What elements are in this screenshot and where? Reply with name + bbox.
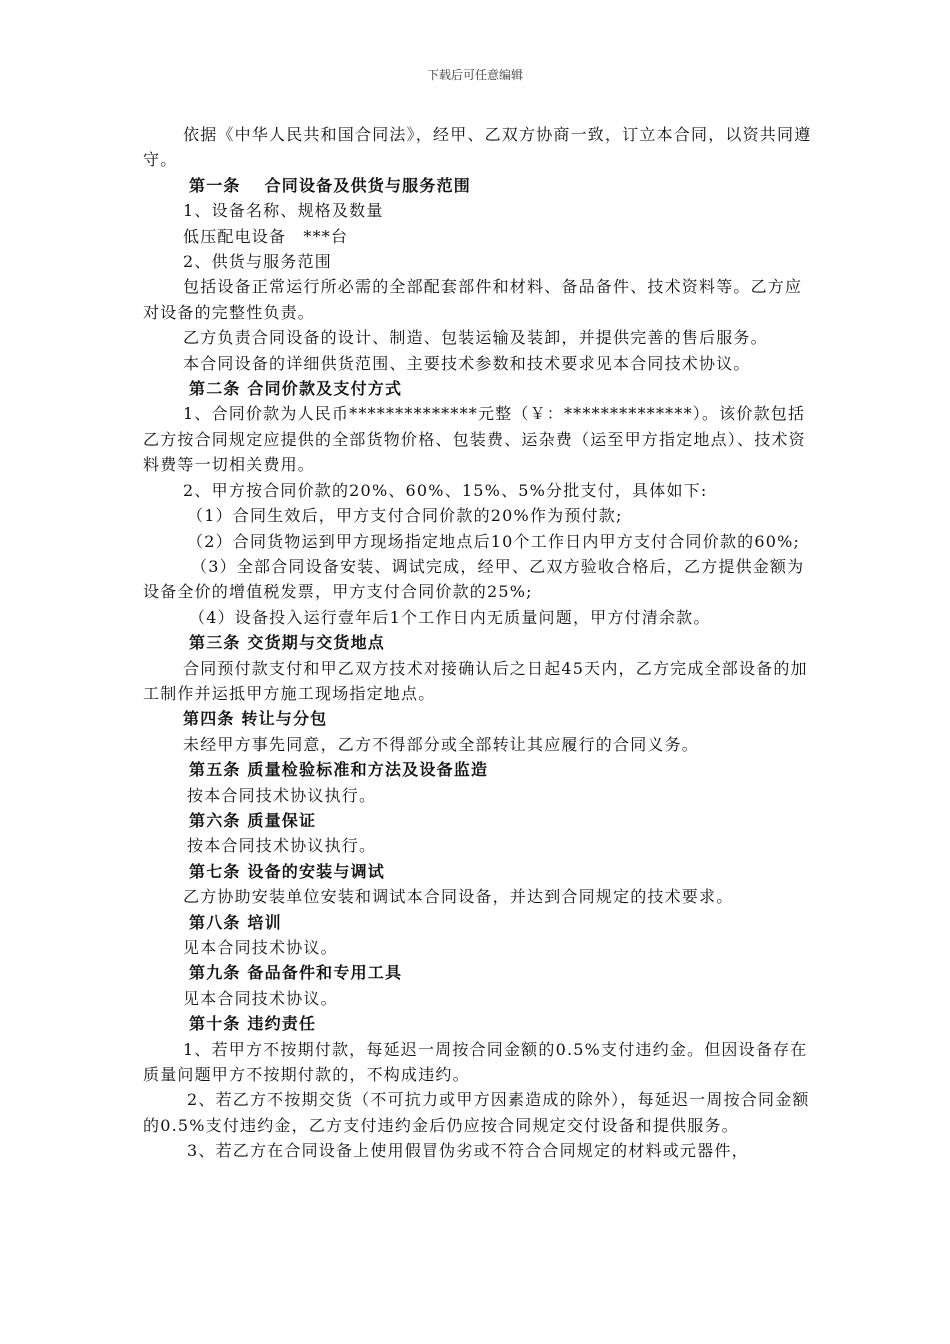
article-4-title: 第四条 转让与分包 — [183, 709, 328, 729]
article-1-title: 第一条 合同设备及供货与服务范围 — [189, 175, 471, 195]
article-10-title: 第十条 违约责任 — [189, 1014, 317, 1034]
article-7-text: 乙方协助安装单位安装和调试本合同设备，并达到合同规定的技术要求。 — [183, 887, 734, 907]
article-6-text: 按本合同技术协议执行。 — [187, 836, 377, 856]
article-2-installments: 2、甲方按合同价款的20%、60%、15%、5%分批支付，具体如下: — [183, 480, 708, 500]
article-5-title: 第五条 质量检验标准和方法及设备监造 — [189, 760, 489, 780]
article-6-title: 第六条 质量保证 — [189, 810, 317, 830]
article-5-text: 按本合同技术协议执行。 — [187, 785, 377, 805]
article-8-title: 第八条 培训 — [189, 912, 282, 932]
article-9-title: 第九条 备品备件和专用工具 — [189, 963, 403, 983]
article-2-payment-2: （2）合同货物运到甲方现场指定地点后10个工作日内甲方支付合同价款的60%; — [187, 531, 801, 551]
article-1-detail: 本合同设备的详细供货范围、主要技术参数和技术要求见本合同技术协议。 — [183, 353, 751, 373]
article-8-text: 见本合同技术协议。 — [183, 938, 338, 957]
contract-body — [143, 122, 813, 1164]
article-1-service: 乙方负责合同设备的设计、制造、包装运输及装卸，并提供完善的售后服务。 — [183, 328, 768, 348]
article-3-title: 第三条 交货期与交货地点 — [189, 633, 385, 653]
article-2-payment-1: （1）合同生效后，甲方支付合同价款的20%作为预付款; — [187, 506, 623, 526]
article-10-item-2: 2、若乙方不按期交货（不可抗力或甲方因素造成的除外），每延迟一周按合同金额的0.5%支付违约金，乙方支付违约金后仍应按合同规定交付设备和提供服务。 — [143, 1090, 810, 1135]
article-9-text: 见本合同技术协议。 — [183, 988, 338, 1008]
article-7-title: 第七条 设备的安装与调试 — [189, 861, 385, 881]
article-2-title: 第二条 合同价款及支付方式 — [189, 379, 403, 399]
article-1-scope: 包括设备正常运行所必需的全部配套部件和材料、备品备件、技术资料等。乙方应对设备的完整性负责。 — [143, 277, 803, 322]
page-header-note: 下载后可任意编辑 — [426, 68, 523, 82]
article-1-item-1: 1、设备名称、规格及数量 — [183, 201, 384, 221]
article-4-text: 未经甲方事先同意，乙方不得部分或全部转让其应履行的合同义务。 — [183, 734, 700, 754]
intro-paragraph: 依据《中华人民共和国合同法》，经甲、乙双方协商一致，订立本合同，以资共同遵守。 — [143, 125, 812, 170]
article-10-item-1: 1、若甲方不按期付款，每延迟一周按合同金额的0.5%支付违约金。但因设备存在质量问题甲方不按期付款的，不构成违约。 — [143, 1039, 808, 1085]
article-3-text: 合同预付款支付和甲乙双方技术对接确认后之日起45天内，乙方完成全部设备的加工制作并运抵甲方施工现场指定地点。 — [143, 658, 808, 703]
article-1-item-2: 2、供货与服务范围 — [183, 252, 332, 272]
article-1-equipment: 低压配电设备 ***台 — [183, 226, 349, 246]
article-2-price: 1、合同价款为人民币**************元整（￥：**************）。该价款包括乙方按合同规定应提供的全部货物价格、包装费、运杂费（运至甲方指定地点）、技术资料费等一切相关费用。 — [143, 404, 806, 475]
article-2-payment-3: （3）全部合同设备安装、调试完成，经甲、乙双方验收合格后，乙方提供金额为设备全价的增值税发票，甲方支付合同价款的25%; — [143, 556, 805, 602]
article-2-payment-4: （4）设备投入运行壹年后1个工作日内无质量问题，甲方付清余款。 — [189, 607, 711, 627]
article-10-item-3: 3、若乙方在合同设备上使用假冒伪劣或不符合合同规定的材料或元器件， — [187, 1141, 749, 1161]
